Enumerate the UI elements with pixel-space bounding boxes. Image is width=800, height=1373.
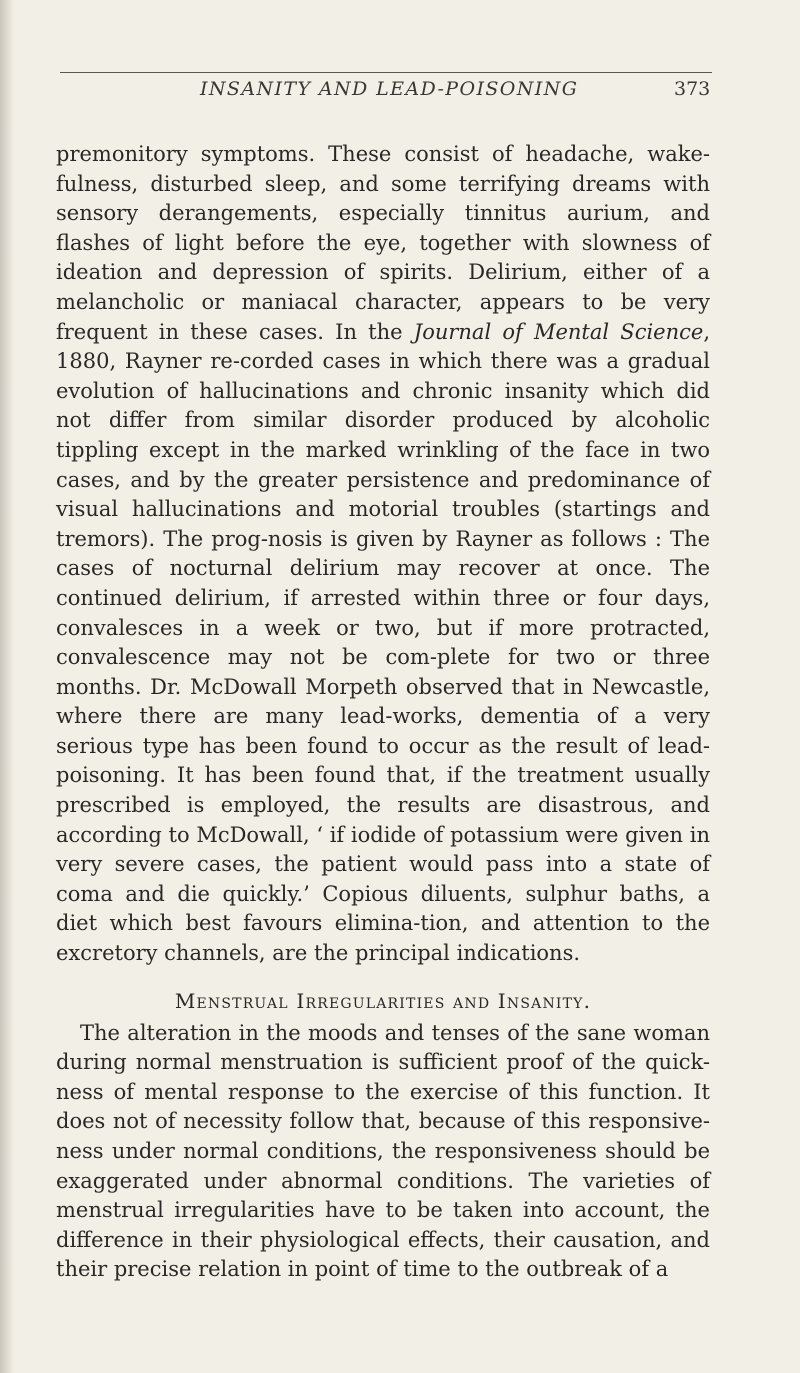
page-number: 373 bbox=[674, 78, 711, 100]
section-heading: Menstrual Irregularities and Insanity. bbox=[174, 988, 592, 1013]
paragraph-text-part2: , 1880, Rayner re-corded cases in which there was a gradual evolution of hallucinations and chronic insanity which did not differ from similar disorder produced by alcoholic tippling except in the marked wrinkling of the face in two cases, and by the greater persistence and predominance of visual hallucinations and motorial troubles (startings and tremors). The prog-nosis is given by Rayner as follows : The cases of nocturnal delirium may recover at once. The continued delirium, if arrested within three or four days, convalesces in a week or two, but if more protracted, convalescence may not be com-plete for two or three months. Dr. McDowall Morpeth observed that in Newcastle, where there are many lead-works, dementia of a very serious type has been found to occur as the result of lead-poisoning. It has been found that, if the treatment usually prescribed is employed, the results are disastrous, and according to McDowall, ‘ if iodide of potassium were given in very severe cases, the patient would pass into a state of coma and die quickly.’ Copious diluents, sulphur baths, a diet which best favours elimina-tion, and attention to the excretory channels, are the principal indications. bbox=[56, 319, 710, 966]
header-rule bbox=[60, 72, 712, 73]
page-edge-shadow bbox=[0, 0, 14, 1373]
page-body bbox=[56, 140, 710, 1285]
journal-title: Journal of Mental Science bbox=[413, 319, 704, 344]
paragraph-text-part1: premonitory symptoms. These consist of headache, wake-fulness, disturbed sleep, and some terrifying dreams with sensory derangements, especially tinnitus aurium, and flashes of light before the eye, together with slowness of ideation and depression of spirits. Delirium, either of a melancholic or maniacal character, appears to be very frequent in these cases. In the bbox=[56, 142, 710, 344]
paragraph-lead-poisoning bbox=[56, 140, 710, 969]
paragraph-menstrual: The alteration in the moods and tenses of the sane woman during normal menstruation is sufficient proof of the quick-ness of mental response to the exercise of this function. It does not of necessity follow that, because of this responsive-ness under normal conditions, the responsiveness should be exaggerated under abnormal conditions. The varieties of menstrual irregularities have to be taken into account, the difference in their physiological effects, their causation, and their precise relation in point of time to the outbreak of a bbox=[56, 1020, 710, 1282]
running-title: INSANITY AND LEAD-POISONING bbox=[200, 78, 579, 100]
